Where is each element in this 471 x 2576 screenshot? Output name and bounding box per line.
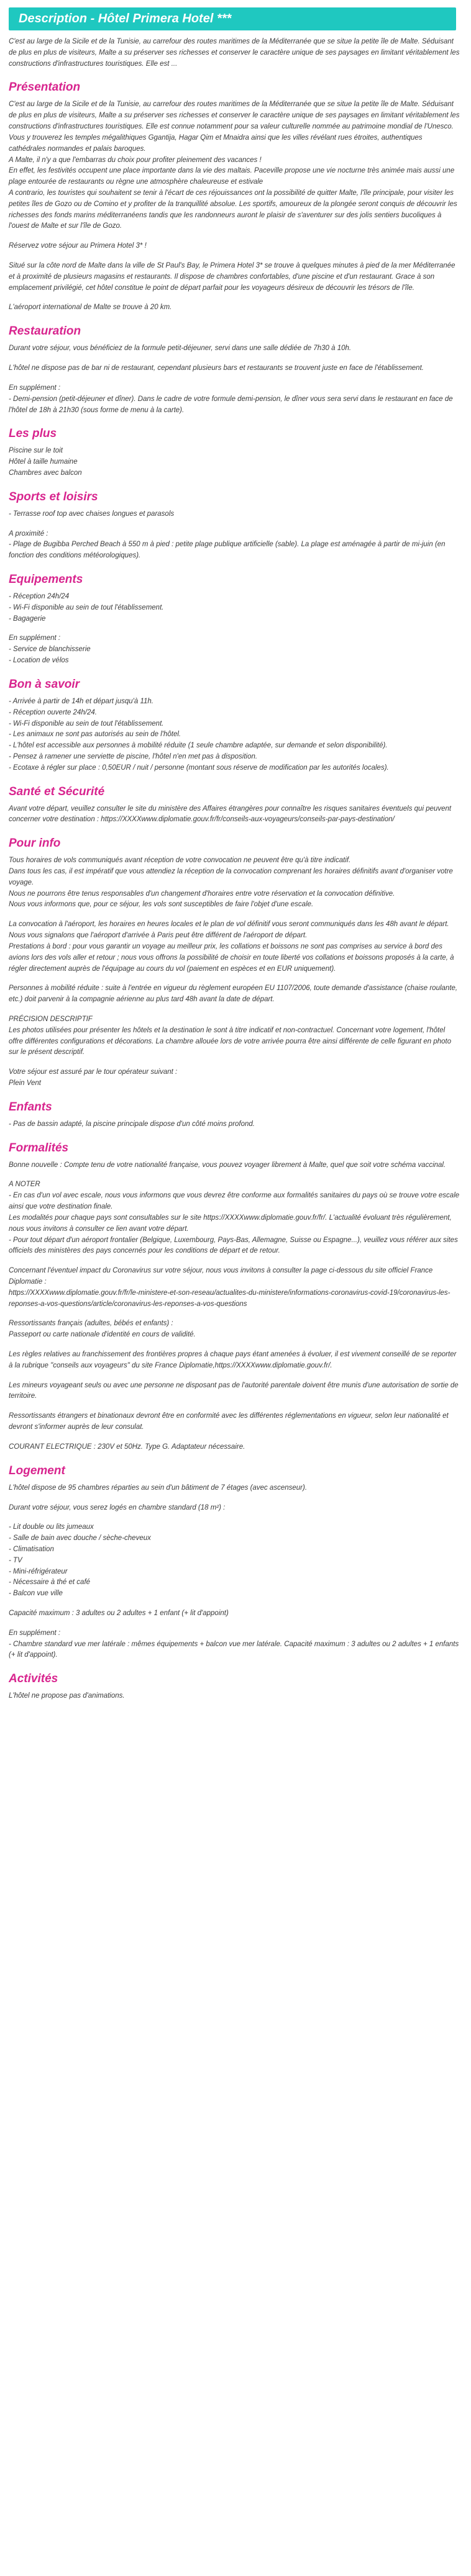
sections-container [9, 81, 460, 1702]
section-title: Restauration [9, 325, 81, 338]
section-sports-et-loisirs [9, 490, 460, 562]
section-paragraph: Votre séjour est assuré par le tour opérateur suivant : Plein Vent [9, 1068, 178, 1087]
section-title: Formalités [9, 1141, 69, 1155]
section-paragraph: Capacité maximum : 3 adultes ou 2 adultes + 1 enfant (+ lit d'appoint) [9, 1610, 229, 1617]
section-pour-info [9, 837, 460, 1089]
section-title: Logement [9, 1464, 65, 1477]
section-paragraph: - Lit double ou lits jumeaux - Salle de bain avec douche / sèche-cheveux - Climatisation - TV - Mini-réfrigérateur - Nécessaire à thé et café - Balcon vue ville [9, 1523, 151, 1598]
section-activites [9, 1672, 460, 1702]
section-paragraph: Réservez votre séjour au Primera Hotel 3* ! [9, 242, 147, 250]
section-title: Pour info [9, 837, 61, 850]
section-logement [9, 1464, 460, 1662]
section-paragraph: En supplément : - Service de blanchisserie - Location de vélos [9, 634, 91, 665]
section-paragraph: L'aéroport international de Malte se trouve à 20 km. [9, 304, 172, 312]
section-paragraph: En supplément : - Chambre standard vue mer latérale : mêmes équipements + balcon vue mer latérale. Capacité maximum : 3 adultes ou 2 adultes + 1 enfants (+ lit d'appoint). [9, 1629, 459, 1659]
section-paragraph: Tous horaires de vols communiqués avant réception de votre convocation ne peuvent être qu'à titre indicatif. Dans tous les cas, il est impératif que vous attendiez la réception de la convocation comprenant les horaires définitifs avant d'organiser votre voyage. Nous ne pourrons être tenus responsables d'un changement d'horaires entre votre réservation et la convocation définitive. Nous vous informons que, pour ce séjour, les vols sont susceptibles de faire l'objet d'une escale. [9, 857, 453, 909]
section-title: Activités [9, 1672, 58, 1686]
section-paragraph: Personnes à mobilité réduite : suite à l'entrée en vigueur du règlement européen EU 1107/2006, toute demande d'assistance (chaise roulante, etc.) doit parvenir à la compagnie aérienne au plus tard 48h avant la date de départ. [9, 984, 458, 1004]
section-title: Sports et loisirs [9, 490, 98, 503]
section-title: Les plus [9, 427, 57, 441]
section-paragraph: - Réception 24h/24 - Wi-Fi disponible au sein de tout l'établissement. - Bagagerie [9, 593, 164, 623]
section-paragraph: Piscine sur le toit Hôtel à taille humaine Chambres avec balcon [9, 447, 82, 477]
section-paragraph: L'hôtel ne propose pas d'animations. [9, 1692, 125, 1700]
section-paragraph: Concernant l'éventuel impact du Coronavirus sur votre séjour, nous vous invitons à consulter la page ci-dessous du site officiel France Diplomatie : https://XXXXwww.diplomatie.gouv.fr/fr/le-ministere-et-son-reseau/actualites-du-ministere/informations-coronavirus-covid-19/coronavirus-les-reponses-a-vos-questions/article/coronavirus-les-reponses-a-vos-questions [9, 1267, 450, 1308]
section-paragraph: La convocation à l'aéroport, les horaires en heures locales et le plan de vol définitif vous seront communiqués dans les 48h avant le départ. Nous vous signalons que l'aéroport d'arrivée à Paris peut être différent de l'aéroport de départ. Prestations à bord : pour vous garantir un voyage au meilleur prix, les collations et boissons ne sont pas comprises au service à bord des avions lors des vols aller et retour ; nous vous offrons la possibilité de choisir en toute liberté vos collations et boissons proposés à la carte, à régler directement auprès de l'équipage au cours du vol (paiement en espèces et en EUR uniquement). [9, 921, 454, 973]
section-paragraph: COURANT ELECTRIQUE : 230V et 50Hz. Type G. Adaptateur nécessaire. [9, 1443, 245, 1451]
section-paragraph: C'est au large de la Sicile et de la Tunisie, au carrefour des routes maritimes de la Méditerranée que se situe la petite île de Malte. Séduisant de plus en plus de visiteurs, Malte a su préserver ses richesses et conserver le caractère unique de ses paysages en limitant véritablement les constructions d'infrastructures touristiques. Elle est connue notamment pour sa valeur culturelle nommée au patrimoine mondial de l'Unesco. Vous y trouverez les temples mégalithiques Ggantija, Hagar Qim et Mnaidra ainsi que les villes révélant rues étroites, authentiques cathédrales normandes et palais baroques. A Malte, il n'y a que l'embarras du choix pour profiter pleinement des vacances ! En effet, les festivités occupent une place importante dans la vie des maltais. Paceville propose une vie nocturne très animée mais aussi une plage entourée de restaurants ou règne une atmosphère chaleureuse et estivale A contrario, les touristes qui souhaitent se tenir à l'écart de ces réjouissances ont la possibilité de quitter Malte, l'île principale, pour visiter les petites îles de Gozo ou de Comino et y profiter de la tranquillité absolue. Les sportifs, amoureux de la plongée seront conquis de découvrir les richesses des fonds marins méditerranéens tandis que les randonneurs auront le plaisir de s'aventurer sur des jolis sentiers bucoliques à l'ouest de Malte et sur l'île de Gozo. [9, 101, 460, 230]
section-paragraph: Les règles relatives au franchissement des frontières propres à chaque pays étant amenées à évoluer, il est vivement conseillé de se reporter à la rubrique "conseils aux voyageurs" du site France Diplomatie,https://XXXXwww.diplomatie.gouv.fr/. [9, 1351, 457, 1369]
section-title: Bon à savoir [9, 677, 80, 691]
section-paragraph: - Terrasse roof top avec chaises longues et parasols [9, 510, 175, 518]
section-title: Santé et Sécurité [9, 785, 105, 798]
section-equipements [9, 573, 460, 667]
section-sante-et-securite [9, 785, 460, 826]
section-restauration [9, 325, 460, 416]
section-paragraph: L'hôtel ne dispose pas de bar ni de restaurant, cependant plusieurs bars et restaurants se trouvent juste en face de l'établissement. [9, 364, 424, 372]
section-les-plus [9, 427, 460, 479]
section-paragraph: PRÉCISION DESCRIPTIF Les photos utilisées pour présenter les hôtels et la destination le sont à titre indicatif et non-contractuel. Concernant votre logement, l'hôtel offre différentes configurations et décorations. La chambre allouée lors de votre arrivée pourra être ainsi différente de celle figurant en photo sur le présent descriptif. [9, 1015, 452, 1056]
section-bon-a-savoir [9, 678, 460, 774]
section-title: Enfants [9, 1100, 52, 1114]
section-paragraph: Durant votre séjour, vous serez logés en chambre standard (18 m²) : [9, 1503, 226, 1511]
section-paragraph: Ressortissants français (adultes, bébés et enfants) : Passeport ou carte nationale d'identité en cours de validité. [9, 1320, 196, 1339]
section-formalites [9, 1142, 460, 1453]
section-paragraph: A NOTER - En cas d'un vol avec escale, nous vous informons que vous devrez être conforme aux formalités sanitaires du pays où se trouve votre escale ainsi que votre destination finale. Les modalités pour chaque pays sont consultables sur le site https://XXXXwww.diplomatie.gouv.fr/fr/. L'actualité évoluant très régulièrement, nous vous invitons à consulter ce lien avant votre départ. - Pour tout départ d'un aéroport frontalier (Belgique, Luxembourg, Pays-Bas, Allemagne, Suisse ou Espagne...), veuillez vous référer aux sites officiels des ministères des pays concernés pour les conditions de départ et de retour. [9, 1181, 460, 1255]
section-enfants [9, 1101, 460, 1130]
section-paragraph: A proximité : - Plage de Bugibba Perched Beach à 550 m à pied : petite plage publique artificielle (sable). La plage est aménagée à partir de mi-juin (en fonction des conditions météorologiques). [9, 529, 446, 560]
page-title-banner: Description - Hôtel Primera Hotel *** [9, 7, 456, 30]
section-paragraph: - Arrivée à partir de 14h et départ jusqu'à 11h. - Réception ouverte 24h/24. - Wi-Fi disponible au sein de tout l'établissement. - Les animaux ne sont pas autorisés au sein de l'hôtel. - L'hôtel est accessible aux personnes à mobilité réduite (1 seule chambre adaptée, sur demande et selon disponibilité). - Pensez à ramener une serviette de piscine, l'hôtel n'en met pas à disposition. - Ecotaxe à régler sur place : 0,50EUR / nuit / personne (montant sous réserve de modification par les autorités locales). [9, 697, 389, 772]
intro-text: C'est au large de la Sicile et de la Tunisie, au carrefour des routes maritimes de la Méditerranée que se situe la petite île de Malte. Séduisant de plus en plus de visiteurs, Malte a su préserver ses richesses et conserver le caractère unique de ses paysages en limitant véritablement les constructions d'infrastructures touristiques. Elle est ... [9, 38, 460, 68]
section-paragraph: - Pas de bassin adapté, la piscine principale dispose d'un côté moins profond. [9, 1120, 255, 1128]
section-paragraph: Situé sur la côte nord de Malte dans la ville de St Paul's Bay, le Primera Hotel 3* se trouve à quelques minutes à pied de la mer Méditerranée et à proximité de plusieurs magasins et restaurants. Il dispose de chambres confortables, d'une piscine et d'un restaurant. Grace à son emplacement privilégié, cet hôtel constitue le point de départ parfait pour les voyageurs désireux de découvrir les trésors de l'île. [9, 262, 455, 292]
section-presentation [9, 81, 460, 313]
section-title: Equipements [9, 573, 83, 586]
section-paragraph: Ressortissants étrangers et binationaux devront être en conformité avec les différentes réglementations en vigueur, selon leur nationalité et devront s'informer auprès de leur consulat. [9, 1412, 449, 1431]
section-paragraph: L'hôtel dispose de 95 chambres réparties au sein d'un bâtiment de 7 étages (avec ascenseur). [9, 1484, 308, 1492]
section-paragraph: Durant votre séjour, vous bénéficiez de la formule petit-déjeuner, servi dans une salle dédiée de 7h30 à 10h. [9, 345, 352, 353]
section-title: Présentation [9, 81, 81, 94]
section-paragraph: Bonne nouvelle : Compte tenu de votre nationalité française, vous pouvez voyager librement à Malte, quel que soit votre schéma vaccinal. [9, 1161, 446, 1169]
section-paragraph: Avant votre départ, veuillez consulter le site du ministère des Affaires étrangères pour connaître les risques sanitaires éventuels qui peuvent concerner votre destination : https://XXXXwww.diplomatie.gouv.fr/fr/conseils-aux-voyageurs/conseils-par-pays-destination/ [9, 804, 452, 824]
section-paragraph: En supplément : - Demi-pension (petit-déjeuner et dîner). Dans le cadre de votre formule demi-pension, le dîner vous sera servi dans le restaurant en face de l'hôtel de 18h à 21h30 (sous forme de menu à la carte). [9, 384, 453, 414]
section-paragraph: Les mineurs voyageant seuls ou avec une personne ne disposant pas de l'autorité parentale doivent être munis d'une autorisation de sortie de territoire. [9, 1381, 459, 1400]
